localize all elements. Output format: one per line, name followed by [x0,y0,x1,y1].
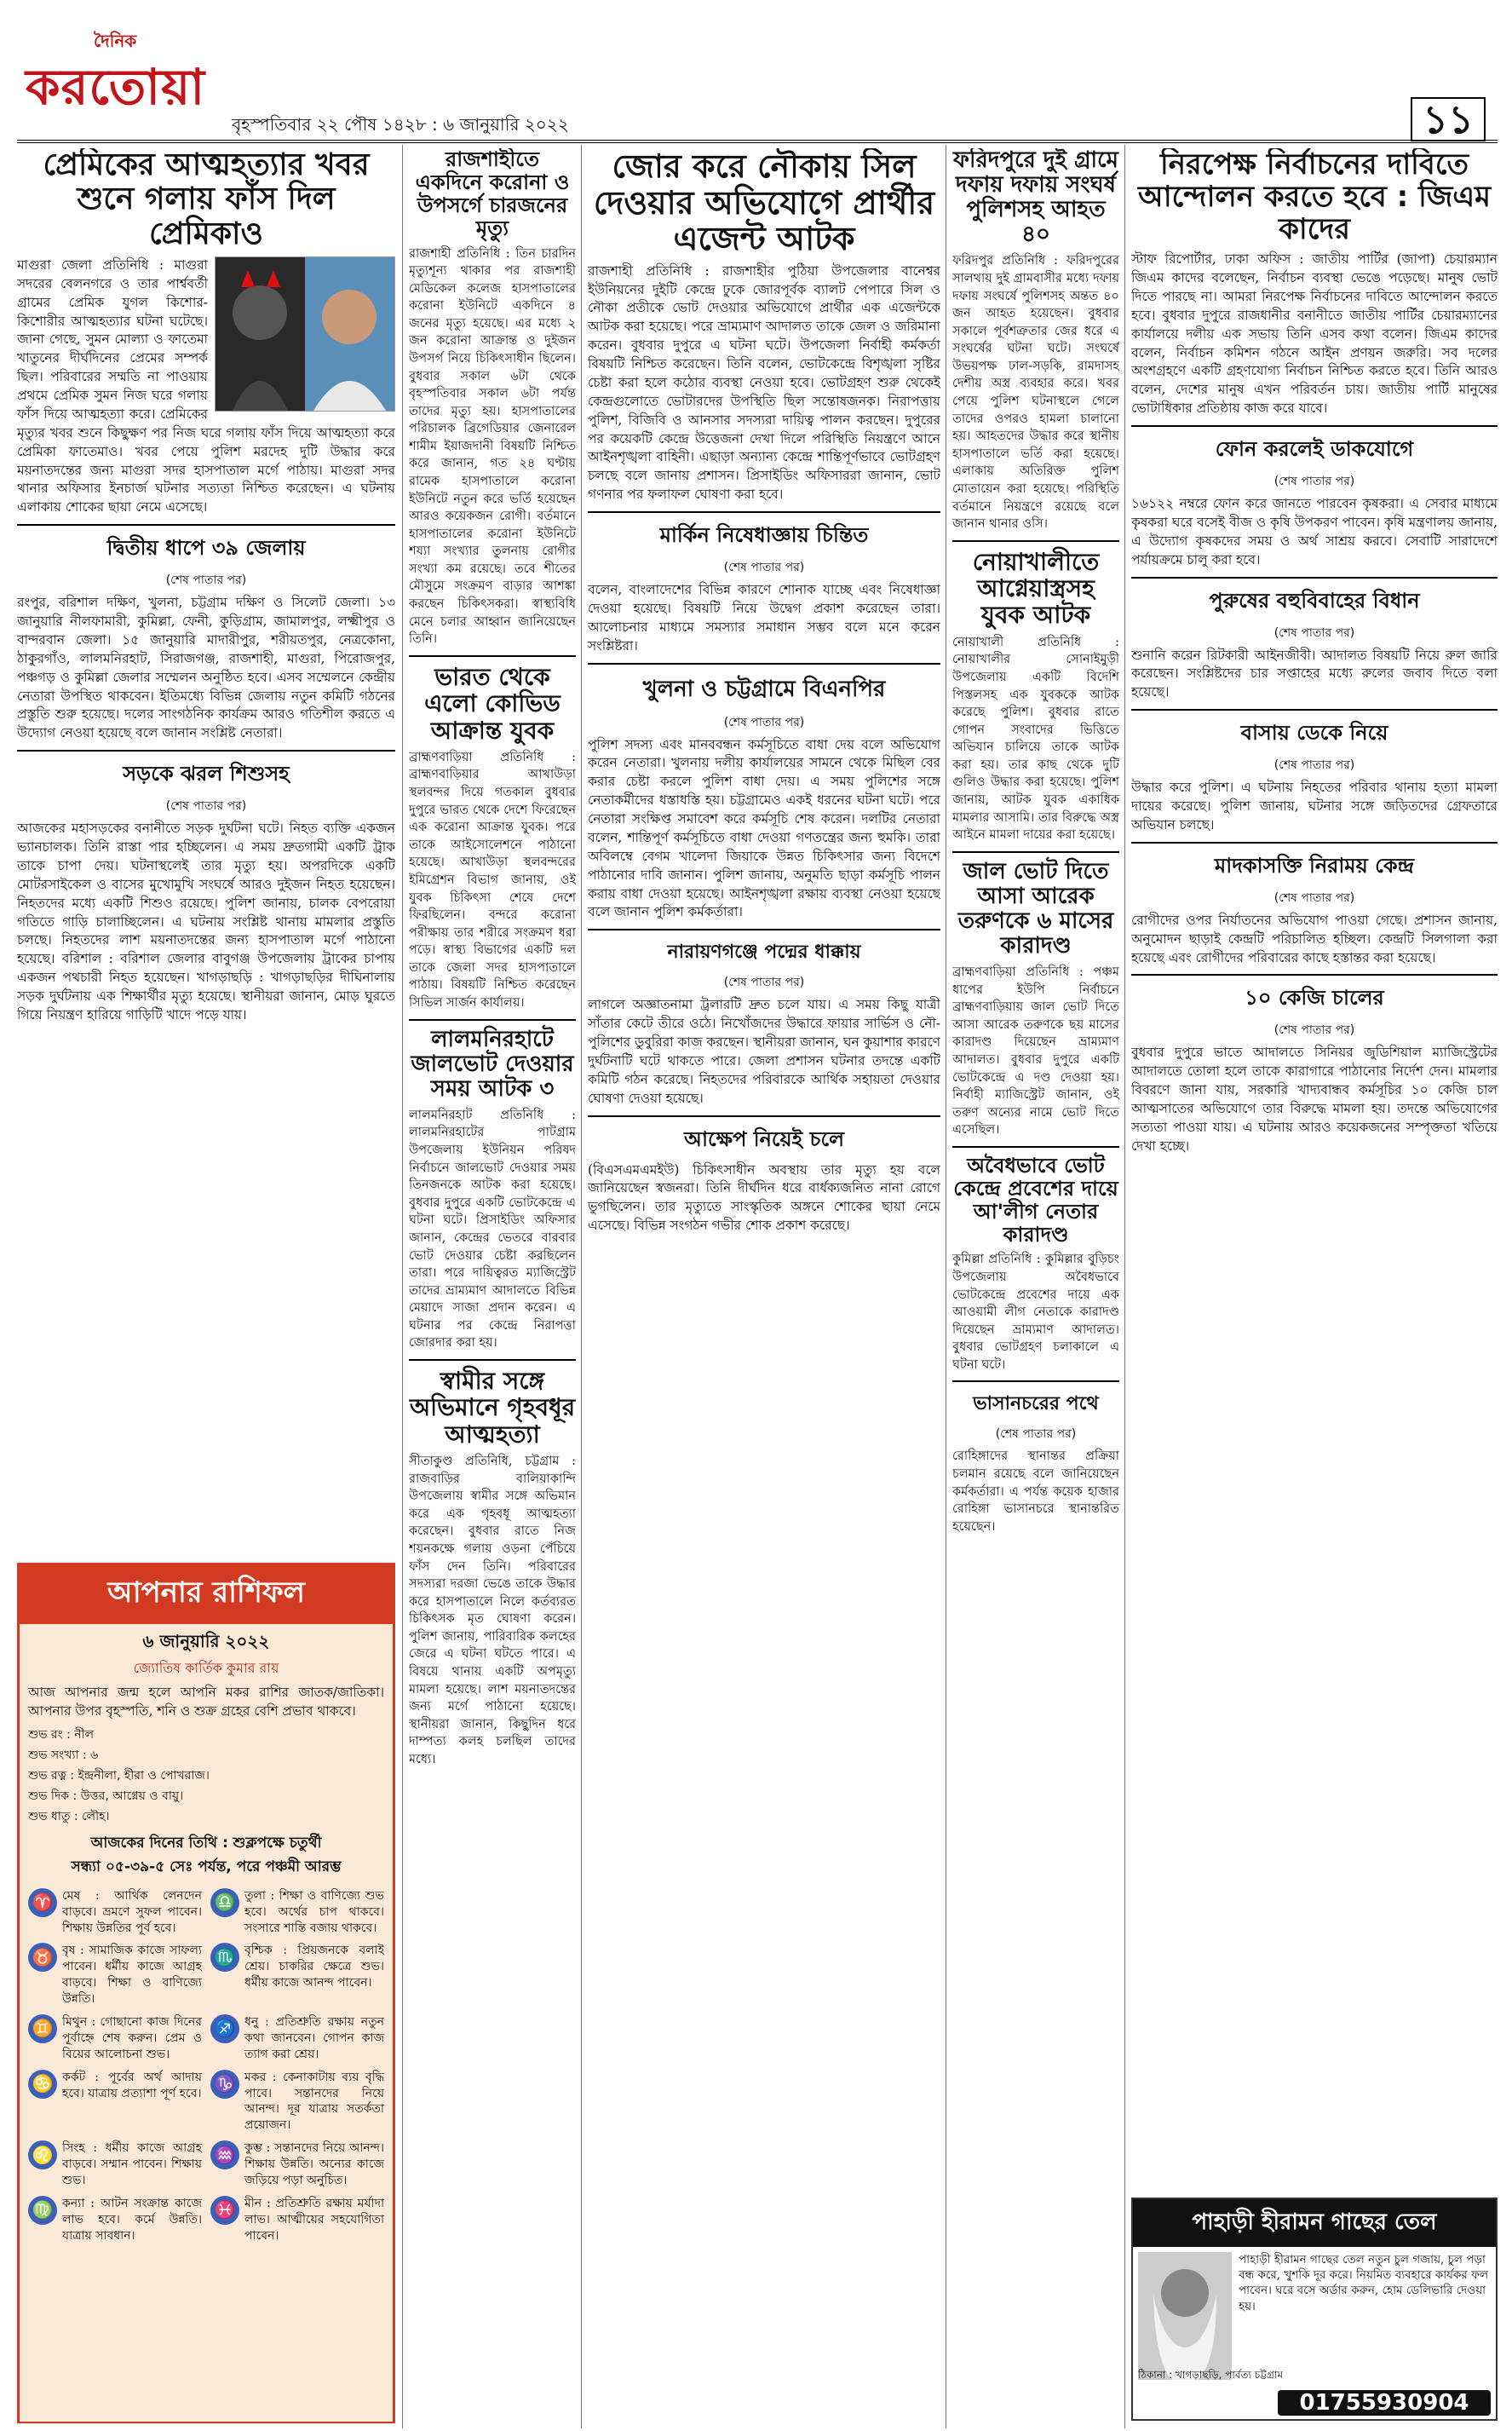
headline-road-accident: সড়কে ঝরল শিশুসহ [123,762,290,786]
divider [17,750,395,752]
zodiac-text: মিথুন : গোছানো কাজ দিনের পূর্বাহ্নে শেষ করুন। প্রেম ও বিয়ের আলোচনা শুভ। [62,2014,202,2061]
column-divider [1124,145,1125,2428]
zodiac-item [28,2070,202,2134]
lucky-value: : উত্তর, আগ্নেয় ও বায়ু। [72,1789,184,1803]
masthead [17,12,1498,143]
headline-gm-quader: নিরপেক্ষ নির্বাচনের দাবিতে আন্দোলন করতে হবে : জিএম কাদের [1137,148,1492,247]
column-divider [581,145,582,2428]
divider [409,655,576,657]
divider [1131,425,1498,427]
zodiac-text: মকর : কেনাকাটায় ব্যয় বৃদ্ধি পাবে। সন্তানদের নিয়ে আনন্দ। দূর যাত্রায় সতর্কতা প্রয়োজন। [244,2070,384,2133]
divider [588,663,940,665]
article-body: ফরিদপুর প্রতিনিধি : ফরিদপুরের সালথায় দুই গ্রামবাসীর মধ্যে দফায় দফায় সংঘর্ষে পুলিশসহ অন্তত ৪০ জন আহত হয়েছেন। বুধবার সকালে পূর্বশত্রুতার জের ধরে এ সংঘর্ষের ঘটনা ঘটে। সংঘর্ষে উভয়পক্ষ ঢাল-সড়কি, রামদাসহ দেশীয় অস্ত্র ব্যবহার করে। খবর পেয়ে পুলিশ ঘটনাস্থলে গেলে তাদের ওপরও হামলা চালানো হয়। আহতদের উদ্ধার করে স্থানীয় হাসপাতালে ভর্তি করা হয়েছে। এলাকায় অতিরিক্ত পুলিশ মোতায়েন করা হয়েছে। পরিস্থিতি বর্তমানে নিয়ন্ত্রণে রয়েছে বলে জানান থানার ওসি। [952,254,1119,532]
divider [17,524,395,526]
dateline: বৃহস্পতিবার ২২ পৌষ ১৪২৮ : ৬ জানুয়ারি ২০২২ [232,114,569,135]
continued-label: (শেষ পাতার পর) [723,715,805,729]
lucky-value: : ৬ [82,1748,99,1762]
article-body: উদ্ধার করে পুলিশ। এ ঘটনায় নিহতের পরিবার থানায় হত্যা মামলা দায়ের করেছে। পুলিশ জানায়, ঘটনার সঙ্গে জড়িতদের গ্রেফতারে অভিযান চলছে। [1131,780,1498,832]
headline-lovers-suicide: প্রেমিকের আত্মহত্যার খবর শুনে গলায় ফাঁস দিল প্রেমিকাও [43,148,370,251]
headline-housewife-suicide: স্বামীর সঙ্গে অভিমানে গৃহবধূর আত্মহত্যা [409,1366,576,1449]
column-3 [588,148,940,2423]
article-body: রোগীদের ওপর নির্যাতনের অভিযোগ পাওয়া গেছে। প্রশাসন জানায়, অনুমোদন ছাড়াই কেন্দ্রটি পরিচালিত হচ্ছিল। কেন্দ্রটি সিলগালা করা হয়েছে এবং রোগীদের পরিবারের কাছে হস্তান্তর করা হয়েছে। [1131,912,1498,965]
column-divider [402,145,403,2428]
zodiac-item [210,1943,384,2008]
headline-second-phase: দ্বিতীয় ধাপে ৩৯ জেলায় [106,536,306,561]
capricorn-icon: ♑ [210,2070,239,2099]
taurus-icon: ♉ [28,1943,57,1972]
headline-polygamy: পুরুষের বহুবিবাহের বিধান [1209,588,1420,613]
headline-us-sanction: মার্কিন নিষেধাজ্ঞায় চিন্তিত [659,523,869,548]
article-body: মাগুরা জেলা প্রতিনিধি : মাগুরা সদরের বেলনগরে ও তার পার্শ্ববর্তী গ্রামের প্রেমিক যুগল কিশোর-কিশোরীর আত্মহত্যার ঘটনা ঘটেছে। জানা গেছে, সুমন মোল্যা ও ফাতেমা খাতুনের দীর্ঘদিনের প্রেমের সম্পর্ক ছিল। পরিবারের সম্মতি না পাওয়ায় প্রথমে প্রেমিক সুমন নিজ ঘরে গলায় ফাঁস দিয়ে আত্মহত্যা করে। প্রেমিকের মৃত্যুর খবর শুনে কিছুক্ষণ পর নিজ ঘরে গলায় ফাঁস দিয়ে আত্মহত্যা করে প্রেমিকা ফাতেমাও। খবর পেয়ে পুলিশ মরদেহ দুটি উদ্ধার করে ময়নাতদন্তের জন্য মাগুরা সদর হাসপাতাল মর্গে পাঠায়। মাগুরা সদর থানার অফিসার ইনচার্জ ঘটনার সত্যতা নিশ্চিত করেছেন। এ ঘটনায় এলাকায় শোকের ছায়া নেমে এসেছে। [17,256,395,516]
headline-called-home: বাসায় ডেকে নিয়ে [1240,721,1388,746]
ad-text: পাহাড়ী হীরামন গাছের তেল নতুন চুল গজায়, চুল পড়া বন্ধ করে, খুশকি দূর করে। নিয়মিত ব্যবহারে কার্যকর ফল পাবেন। ঘরে বসে অর্ডার করুন, হোম ডেলিভারি দেওয়া হয়। [1239,2253,1489,2313]
article-body: নোয়াখালী প্রতিনিধি : নোয়াখালীর সোনাইমুড়ী উপজেলায় একটি বিদেশি পিস্তলসহ এক যুবককে আটক করেছে পুলিশ। বুধবার রাতে গোপন সংবাদের ভিত্তিতে অভিযান চালিয়ে তাকে আটক করা হয়। তার কাছ থেকে দুটি গুলিও উদ্ধার করা হয়েছে। পুলিশ জানায়, আটক যুবক একাধিক মামলার আসামি। তার বিরুদ্ধে অস্ত্র আইনে মামলা দায়ের করা হয়েছে। [952,635,1119,843]
ad-person-photo [1138,2252,1232,2380]
article-body: রাজশাহী প্রতিনিধি : রাজশাহীর পুঠিয়া উপজেলার বানেশ্বর ইউনিয়নের দুইটি কেন্দ্রে ঢুকে জোরপূর্বক ব্যালট পেপারে সিল ও নৌকা প্রতীকে ভোট দেওয়ার অভিযোগে প্রার্থীর এক এজেন্টকে আটক করা হয়েছে। পরে ভ্রাম্যমাণ আদালত তাকে জেল ও জরিমানা করেন। বুধবার দুপুরে এ ঘটনা ঘটে। উপজেলা নির্বাহী কর্মকর্তা বিষয়টি নিশ্চিত করেছেন। তিনি বলেন, ভোটকেন্দ্রে বিশৃঙ্খলা সৃষ্টির চেষ্টা করা হলে কঠোর ব্যবস্থা নেওয়া হবে। ভোটগ্রহণ শুরু থেকেই কেন্দ্রগুলোতে ভোটারদের উপস্থিতি ছিল সন্তোষজনক। নিরাপত্তায় পুলিশ, বিজিবি ও আনসার সদস্যরা দায়িত্ব পালন করছেন। দুপুরের পর কয়েকটি কেন্দ্রে উত্তেজনা দেখা দিলে পরিস্থিতি নিয়ন্ত্রণে আনে আইনশৃঙ্খলা বাহিনী। এছাড়া অন্যান্য কেন্দ্রে শান্তিপূর্ণভাবে ভোটগ্রহণ চলছে বলে জানায় প্রশাসন। প্রিসাইডিং অফিসাররা জানান, ভোট গণনার পর ফলাফল ঘোষণা করা হবে। [588,262,940,503]
column-1 [17,148,395,2423]
aquarius-icon: ♒ [210,2140,239,2169]
zodiac-text: তুলা : শিক্ষা ও বাণিজ্যে শুভ হবে। অর্থের চাপ থাকবে। সংসারে শান্তি বজায় থাকবে। [244,1888,384,1935]
continued-label: (শেষ পাতার পর) [165,573,247,588]
zodiac-item [210,2070,384,2134]
divider [952,1146,1119,1148]
lucky-key: শুভ রত্ন [28,1768,66,1783]
headline-lalmonirhat-fake-vote: লালমনিরহাটে জালভোট দেওয়ার সময় আটক ৩ [411,1026,574,1102]
zodiac-item [28,2196,202,2244]
horoscope-author: জ্যোতিষ কার্তিক কুমার রায় [133,1660,279,1676]
lucky-key: শুভ দিক [28,1789,70,1803]
ad-address: ঠিকানা : খাগড়াছড়ি, পার্বত্য চট্টগ্রাম [1138,2369,1283,2381]
zodiac-item [210,1888,384,1937]
leo-icon: ♌ [28,2140,57,2169]
continued-label: (শেষ পাতার পর) [995,1427,1077,1442]
article-body: সীতাকুণ্ড প্রতিনিধি, চট্টগ্রাম : রাজবাড়ির বালিয়াকান্দি উপজেলায় স্বামীর সঙ্গে অভিমান করে এক গৃহবধূ আত্মহত্যা করেছেন। বুধবার রাতে নিজ শয়নকক্ষে গলায় ওড়না পেঁচিয়ে ফাঁস দেন তিনি। পরিবারের সদস্যরা দরজা ভেঙে তাকে উদ্ধার করে হাসপাতালে নিলে কর্তব্যরত চিকিৎসক মৃত ঘোষণা করেন। পুলিশ জানায়, পারিবারিক কলহের জেরে এ ঘটনা ঘটতে পারে। এ বিষয়ে থানায় একটি অপমৃত্যু মামলা হয়েছে। লাশ ময়নাতদন্তের জন্য মর্গে পাঠানো হয়েছে। স্থানীয়রা জানান, কিছুদিন ধরে দাম্পত্য কলহ চলছিল তাদের মধ্যে। [409,1455,576,1766]
column-2 [409,148,576,2423]
lucky-item [28,1766,384,1786]
zodiac-list [20,1880,393,2253]
article-body: শুনানি করেন রিটকারী আইনজীবী। আদালত বিষয়টি নিয়ে রুল জারি করেছেন। সংশ্লিষ্টদের চার সপ্তাহের মধ্যে রুলের জবাব দিতে বলা হয়েছে। [1131,647,1498,700]
headline-10kg-rice: ১০ কেজি চালের [1245,986,1384,1011]
headline-faridpur-clash: ফরিদপুরে দুই গ্রামে দফায় দফায় সংঘর্ষ পুলিশসহ আহত ৪০ [953,148,1118,248]
hair-oil-ad [1131,2198,1498,2421]
divider [588,511,940,513]
headline-phone-post: ফোন করলেই ডাকযোগে [1215,437,1414,462]
lucky-item [28,1806,384,1827]
zodiac-text: মীন : প্রতিশ্রুতি রক্ষায় মর্যাদা লাভ। আত্মীয়ের সহযোগিতা পাবেন। [244,2196,384,2243]
headline-rehab-center: মাদকাসক্তি নিরাময় কেন্দ্র [1214,853,1415,878]
zodiac-text: বৃষ : সামাজিক কাজে সাফল্য পাবেন। ধর্মীয় কাজে আগ্রহ বাড়বে। শিক্ষা ও বাণিজ্যে উন্নতি। [62,1944,202,2007]
libra-icon: ♎ [210,1888,239,1917]
divider [1131,577,1498,579]
divider [588,1115,940,1117]
continued-label: (শেষ পাতার পর) [165,799,247,814]
article-body: আজকের মহাসড়কের বনানীতে সড়ক দুর্ঘটনা ঘটে। নিহত ব্যক্তি একজন ভ্যানচালক। তিনি রাস্তা পার হচ্ছিলেন। এ সময় দ্রুতগামী একটি ট্রাক তাকে চাপা দেয়। ঘটনাস্থলেই তার মৃত্যু হয়। অপরদিকে একটি মোটরসাইকেল ও বাসের মুখোমুখি সংঘর্ষে আরও দুইজন নিহত হয়েছেন। নিহতদের মধ্যে একটি শিশুও রয়েছে। পুলিশ জানায়, চালক বেপরোয়া গতিতে গাড়ি চালাচ্ছিলেন। এ ঘটনায় সংশ্লিষ্ট থানায় মামলার প্রস্তুতি চলছে। নিহতদের লাশ ময়নাতদন্তের জন্য হাসপাতাল মর্গে পাঠানো হয়েছে। বরিশাল : বরিশাল জেলার বাবুগঞ্জ উপজেলায় ট্রাকের চাপায় একজন পথচারী নিহত হয়েছেন। খাগড়াছড়ি : খাগড়াছড়ির দীঘিনালায় সড়ক দুর্ঘটনায় এক শিক্ষার্থীর মৃত্যু হয়েছে। স্থানীয়রা জানান, মোড় ঘুরতে গিয়ে নিয়ন্ত্রণ হারিয়ে গাড়িটি খাদে পড়ে যায়। [17,821,395,1023]
ad-title: পাহাড়ী হীরামন গাছের তেল [1133,2199,1496,2247]
zodiac-item [210,2196,384,2244]
zodiac-item [210,2140,384,2189]
column-4 [952,148,1119,2423]
lucky-key: শুভ ধাতু [28,1809,71,1823]
ad-phone: 01755930904 [1278,2390,1491,2416]
divider [1131,709,1498,711]
headline-noakhali-arms: নোয়াখালীতে আগ্নেয়াস্ত্রসহ যুবক আটক [972,547,1100,630]
continued-label: (শেষ পাতার পর) [723,561,805,575]
sagittarius-icon: ♐ [210,2014,239,2043]
lucky-item [28,1745,384,1766]
zodiac-item [28,2140,202,2189]
lucky-item [28,1725,384,1745]
article-body: ব্রাহ্মণবাড়িয়া প্রতিনিধি : ব্রাহ্মণবাড়িয়ার আখাউড়া স্থলবন্দর দিয়ে গতকাল বুধবার দুপুরে ভারত থেকে দেশে ফিরেছেন এক করোনা আক্রান্ত যুবক। পরে তাকে আইসোলেশনে পাঠানো হয়েছে। আখাউড়া স্থলবন্দরের ইমিগ্রেশন বিভাগ জানায়, ওই যুবক চিকিৎসা শেষে দেশে ফিরছিলেন। বন্দরে করোনা পরীক্ষায় তার শরীরে সংক্রমণ ধরা পড়ে। স্বাস্থ্য বিভাগের একটি দল তাকে জেলা সদর হাসপাতালে পাঠায়। বিষয়টি নিশ্চিত করেছেন সিভিল সার্জন কার্যালয়। [409,750,576,1010]
article-body: (বিএসএমএমইউ) চিকিৎসাধীন অবস্থায় তার মৃত্যু হয় বলে জানিয়েছেন স্বজনরা। তিনি দীর্ঘদিন ধরে বার্ধক্যজনিত নানা রোগে ভুগছিলেন। তার মৃত্যুতে সাংস্কৃতিক অঙ্গনে শোকের ছায়া নেমে এসেছে। বিভিন্ন সংগঠন গভীর শোক প্রকাশ করেছে। [588,1161,940,1234]
logo-name: করতোয়া [26,58,206,116]
headline-bhasanchar: ভাসানচরের পথে [973,1393,1099,1415]
zodiac-text: কুম্ভ : সন্তানদের নিয়ে আনন্দ। শিক্ষায় উন্নতি। অন্যের কাজে জড়িয়ে পড়া অনুচিত। [244,2141,384,2187]
article-body: স্টাফ রিপোর্টার, ঢাকা অফিস : জাতীয় পার্টির (জাপা) চেয়ারম্যান জিএম কাদের বলেছেন, নির্বাচন ব্যবস্থা ভেঙে পড়েছে। মানুষ ভোট দিতে পারছে না। আমরা নিরপেক্ষ নির্বাচনের দাবিতে আন্দোলন করতে হবে। বুধবার দুপুরে রাজধানীর বনানীতে জাতীয় পার্টির চেয়ারম্যানের কার্যালয়ে দলীয় এক সভায় তিনি এসব কথা বলেন। জিএম কাদের বলেন, নির্বাচন কমিশন গঠনে আইন প্রণয়ন জরুরি। সব দলের অংশগ্রহণে একটি গ্রহণযোগ্য নির্বাচন নিশ্চিত করতে হবে। তিনি আরও বলেন, দেশের মানুষ এখন পরিবর্তন চায়। জাতীয় পার্টি মানুষের ভোটাধিকার প্রতিষ্ঠায় কাজ করে যাবে। [1131,251,1498,417]
lucky-key: শুভ সংখ্যা [28,1748,79,1762]
horoscope-box [17,1563,395,2423]
zodiac-item [28,2014,202,2063]
tithi: আজকের দিনের তিথি : শুক্লপক্ষে চতুর্থী [90,1834,322,1852]
horoscope-intro: আজ আপনার জন্ম হলে আপনি মকর রাশির জাতক/জাতিকা। আপনার উপর বৃহস্পতি, শনি ও শুক্র গ্রহের বেশি প্রভাব থাকবে। [28,1685,384,1719]
zodiac-text: বৃশ্চিক : প্রিয়জনকে বলাই শ্রেয়। চাকরির ক্ষেত্রে শুভ। ধর্মীয় কাজে আনন্দ পাবেন। [244,1944,384,1990]
zodiac-text: কর্কট : পূর্বের অর্থ আদায় হবে। যাত্রায় প্রত্যাশা পূর্ণ হবে। [62,2070,202,2100]
article-body: বলেন, বাংলাদেশের বিভিন্ন কারণে শোনাক যাচ্ছে এবং নিষেধাজ্ঞা দেওয়া হয়েছে। বিষয়টি নিয়ে উদ্বেগ প্রকাশ করেছেন তারা। আলোচনার মাধ্যমে সমস্যার সমাধান সম্ভব বলে মনে করেন সংশ্লিষ্টরা। [588,582,940,654]
zodiac-text: মেষ : আর্থিক লেনদেন বাড়বে। ভ্রমণে সুফল পাবেন। শিক্ষায় উন্নতির পূর্ব হবে। [62,1888,202,1935]
continued-label: (শেষ পাতার পর) [1273,890,1355,905]
divider [952,540,1119,542]
zodiac-text: সিংহ : ধর্মীয় কাজে আগ্রহ বাড়বে। সম্মান পাবেন। শিক্ষায় শুভ। [62,2141,202,2187]
headline-fake-vote-jail: জাল ভোট দিতে আসা আরেক তরুণকে ৬ মাসের কারাদণ্ড [957,858,1114,959]
article-body: পুলিশ সদস্য এবং মানববন্ধন কর্মসূচিতে বাধা দেয় বলে অভিযোগ করেন নেতারা। খুলনায় দলীয় কার্যালয়ের সামনে থেকে মিছিল বের করার চেষ্টা করলে পুলিশ বাধা দেয়। এ সময় পুলিশের সঙ্গে নেতাকর্মীদের ধস্তাধস্তি হয়। চট্টগ্রামেও একই ধরনের ঘটনা ঘটে। পরে নেতারা সংক্ষিপ্ত সমাবেশ করে কর্মসূচি শেষ করেন। দলটির নেতারা বলেন, শান্তিপূর্ণ কর্মসূচিতে বাধা দেওয়া গণতন্ত্রের জন্য হুমকি। তারা অবিলম্বে বেগম খালেদা জিয়াকে উন্নত চিকিৎসার জন্য বিদেশে পাঠানোর দাবি জানান। পুলিশ জানায়, অনুমতি ছাড়া কর্মসূচি পালন করায় বাধা দেওয়া হয়েছে। আইনশৃঙ্খলা রক্ষায় ব্যবস্থা নেওয়া হয়েছে বলে জানান পুলিশ কর্মকর্তারা। [588,736,940,920]
divider [409,1019,576,1021]
logo-prefix: দৈনিক [94,31,137,51]
column-5 [1131,148,1498,2423]
gemini-icon: ♊ [28,2014,57,2043]
virgo-icon: ♍ [28,2196,57,2225]
headline-regret: আক্ষেপ নিয়েই চলে [683,1126,845,1151]
article-body: ব্রাহ্মণবাড়িয়া প্রতিনিধি : পঞ্চম ধাপের ইউপি নির্বাচনে ব্রাহ্মণবাড়িয়ায় জাল ভোট দিতে আসা আরেক তরুণকে ছয় মাসের কারাদণ্ড দিয়েছেন ভ্রাম্যমাণ আদালত। বুধবার দুপুরে একটি ভোটকেন্দ্রে এ দণ্ড দেওয়া হয়। নির্বাহী ম্যাজিস্ট্রেট জানান, ওই তরুণ অন্যের নামে ভোট দিতে এসেছিল। [952,965,1119,1138]
divider [409,1359,576,1361]
zodiac-text: ধনু : প্রতিশ্রুতি রক্ষায় নতুন কথা জানবেন। গোপন কাজ ত্যাগ করা শ্রেয়। [244,2014,384,2061]
headline-al-leader-jail: অবৈধভাবে ভোট কেন্দ্রে প্রবেশের দায়ে আ'লীগ নেতার কারাদণ্ড [953,1153,1118,1247]
headline-covid-youth: ভারত থেকে এলো কোভিড আক্রান্ত যুবক [424,662,561,745]
page-number: ১১ [1411,97,1486,141]
lucky-value: : নীল [66,1727,95,1742]
divider [1131,974,1498,976]
sandhya: সন্ধ্যা ০৫-৩৯-৫ সেঃ পর্যন্ত, পরে পঞ্চমী আরম্ভ [71,1858,342,1875]
continued-label: (শেষ পাতার পর) [1273,1023,1355,1038]
lucky-item [28,1786,384,1806]
scorpio-icon: ♏ [210,1943,239,1972]
pisces-icon: ♓ [210,2196,239,2225]
horoscope-title: আপনার রাশিফল [20,1565,393,1624]
lucky-key: শুভ রং [28,1727,63,1742]
divider [588,929,940,930]
article-body: বুধবার দুপুরে ভাতে আদালতে সিনিয়র জুডিশিয়াল ম্যাজিস্ট্রেটের আদালতে তোলা হলে তাকে কারাগারে পাঠানোর নির্দেশ দেন। মামলার বিবরণে জানা যায়, সরকারি খাদ্যবান্ধব কর্মসূচির ১০ কেজি চাল আত্মসাতের অভিযোগে তার বিরুদ্ধে মামলা হয়। তদন্তে অভিযোগের সত্যতা পাওয়া যায়। এ ঘটনায় আরও কয়েকজনের সম্পৃক্ততা খতিয়ে দেখা হচ্ছে। [1131,1045,1498,1154]
lucky-list [20,1725,393,1827]
article-body: রাজশাহী প্রতিনিধি : তিন চারদিন মৃত্যুশূন্য থাকার পর রাজশাহী মেডিকেল কলেজ হাসপাতালের করোনা ইউনিটে একদিনে ৪ জনের মৃত্যু হয়েছে। এর মধ্যে ২ জন করোনা আক্রান্ত ও দুইজন উপসর্গ নিয়ে চিকিৎসাধীন ছিলেন। বুধবার সকাল ৬টা থেকে বৃহস্পতিবার সকাল ৬টা পর্যন্ত তাদের মৃত্যু হয়। হাসপাতালের পরিচালক ব্রিগেডিয়ার জেনারেল শামীম ইয়াজদানী বিষয়টি নিশ্চিত করে জানান, গত ২৪ ঘণ্টায় রামেক হাসপাতালে করোনা ইউনিটে নতুন করে ভর্তি হয়েছেন আরও কয়েকজন রোগী। বর্তমানে হাসপাতালের করোনা ইউনিটে শয্যা সংখ্যার তুলনায় রোগীর সংখ্যা কম রয়েছে। তবে শীতের মৌসুমে সংক্রমণ বাড়ার আশঙ্কা করছেন চিকিৎসকরা। স্বাস্থ্যবিধি মেনে চলার আহ্বান জানিয়েছেন তিনি। [409,246,576,647]
horoscope-date: ৬ জানুয়ারি ২০২২ [142,1631,270,1651]
article-body: ১৬১২২ নম্বরে ফোন করে জানতে পারবেন কৃষকরা। এ সেবার মাধ্যমে কৃষকরা ঘরে বসেই বীজ ও কৃষি উপকরণ পাবেন। কৃষি মন্ত্রণালয় জানায়, এ উদ্যোগ কৃষকদের সময় ও অর্থ সাশ্রয় করবে। সেবাটি সারাদেশে পর্যায়ক্রমে চালু করা হবে। [1131,496,1498,567]
article-body: রোহিঙ্গাদের স্থানান্তর প্রক্রিয়া চলমান রয়েছে বলে জানিয়েছেন কর্মকর্তারা। এ পর্যন্ত কয়েক হাজার রোহিঙ্গা ভাসানচরে স্থানান্তরিত হয়েছেন। [952,1449,1119,1534]
newspaper-logo [22,27,210,121]
divider [952,1380,1119,1382]
headline-boat-seal-agent: জোর করে নৌকায় সিল দেওয়ার অভিযোগে প্রার্থীর এজেন্ট আটক [593,148,935,258]
zodiac-item [28,1888,202,1937]
article-body: লাগলে অজ্ঞাতনামা ট্রলারটি দ্রুত চলে যায়। এ সময় কিছু যাত্রী সাঁতার কেটে তীরে ওঠে। নিখোঁজদের উদ্ধারে ফায়ার সার্ভিস ও নৌ-পুলিশের ডুবুরিরা কাজ করছেন। স্থানীয়রা জানান, ঘন কুয়াশার কারণে দুর্ঘটনাটি ঘটে থাকতে পারে। জেলা প্রশাসন ঘটনার তদন্তে একটি কমিটি গঠন করেছে। নিহতদের পরিবারকে আর্থিক সহায়তা দেওয়ার ঘোষণা দেওয়া হয়েছে। [588,997,940,1106]
article-body: লালমনিরহাট প্রতিনিধি : লালমনিরহাটের পাটগ্রাম উপজেলায় ইউনিয়ন পরিষদ নির্বাচনে জালভোট দেওয়ার সময় তিনজনকে আটক করা হয়েছে। বুধবার দুপুরে একটি ভোটকেন্দ্রে এ ঘটনা ঘটে। প্রিসাইডিং অফিসার জানান, কেন্দ্রের ভেতরে বারবার ভোট দেওয়ার চেষ্টা করছিলেন তারা। পরে দায়িত্বরত ম্যাজিস্ট্রেট তাদের ভ্রাম্যমাণ আদালতে বিভিন্ন মেয়াদে সাজা প্রদান করেন। এ ঘটনার পর কেন্দ্রে নিরাপত্তা জোরদার করা হয়। [409,1108,576,1351]
divider [952,851,1119,853]
lucky-value: : লৌহ। [73,1809,110,1823]
cancer-icon: ♋ [28,2070,57,2099]
continued-label: (শেষ পাতার পর) [1273,758,1355,773]
headline-rajshahi-corona: রাজশাহীতে একদিনে করোনা ও উপসর্গে চারজনের মৃত্যু [415,148,570,240]
zodiac-item [28,1943,202,2008]
newspaper-page [17,12,1498,2423]
divider [1131,842,1498,844]
continued-label: (শেষ পাতার পর) [1273,475,1355,489]
couple-photo [215,256,395,412]
zodiac-item [210,2014,384,2063]
headline-narayanganj: নারায়ণগঞ্জে পদ্মের ধাক্কায় [667,942,861,964]
article-body: কুমিল্লা প্রতিনিধি : কুমিল্লার বুড়িচং উপজেলায় অবৈধভাবে ভোটকেন্দ্রে প্রবেশের দায়ে এক আওয়ামী লীগ নেতাকে কারাদণ্ড দিয়েছেন ভ্রাম্যমাণ আদালত। বুধবার ভোটগ্রহণ চলাকালে এ ঘটনা ঘটে। [952,1253,1119,1372]
continued-label: (শেষ পাতার পর) [1273,625,1355,640]
zodiac-text: কন্যা : আটন সংক্রান্ত কাজে লাভ হবে। কর্মে উন্নতি। যাত্রায় সাবধান। [62,2196,202,2243]
lucky-value: : ইন্দ্রনীলা, হীরা ও পোখরাজ। [70,1768,210,1783]
article-body: রংপুর, বরিশাল দক্ষিণ, খুলনা, চট্টগ্রাম দক্ষিণ ও সিলেট জেলা। ১৩ জানুয়ারি নীলফামারী, কুমিল্লা, ফেনী, কুড়িগ্রাম, জামালপুর, লক্ষ্মীপুর ও বান্দরবান জেলা। ১৫ জানুয়ারি মাদারীপুর, শরীয়তপুর, নেত্রকোনা, ঠাকুরগাঁও, লালমনিরহাট, সিরাজগঞ্জ, রাজশাহী, মাগুরা, পিরোজপুর, পঞ্চগড় ও কুমিল্লা জেলার সম্মেলন অনুষ্ঠিত হবে। এসব সম্মেলনে কেন্দ্রীয় নেতারা উপস্থিত থাকবেন। ইতিমধ্যে বিভিন্ন জেলায় নতুন কমিটি গঠনের প্রস্তুতি শুরু হয়েছে। দলের সাংগঠনিক কার্যক্রম আরও গতিশীল করতে এ উদ্যোগ নেওয়া হয়েছে বলে জানান সংশ্লিষ্ট নেতারা। [17,595,395,741]
continued-label: (শেষ পাতার পর) [723,976,805,990]
headline-bnp-khulna-ctg: খুলনা ও চট্টগ্রামে বিএনপির [642,676,886,702]
couple-photo-image [216,257,394,411]
aries-icon: ♈ [28,1888,57,1917]
